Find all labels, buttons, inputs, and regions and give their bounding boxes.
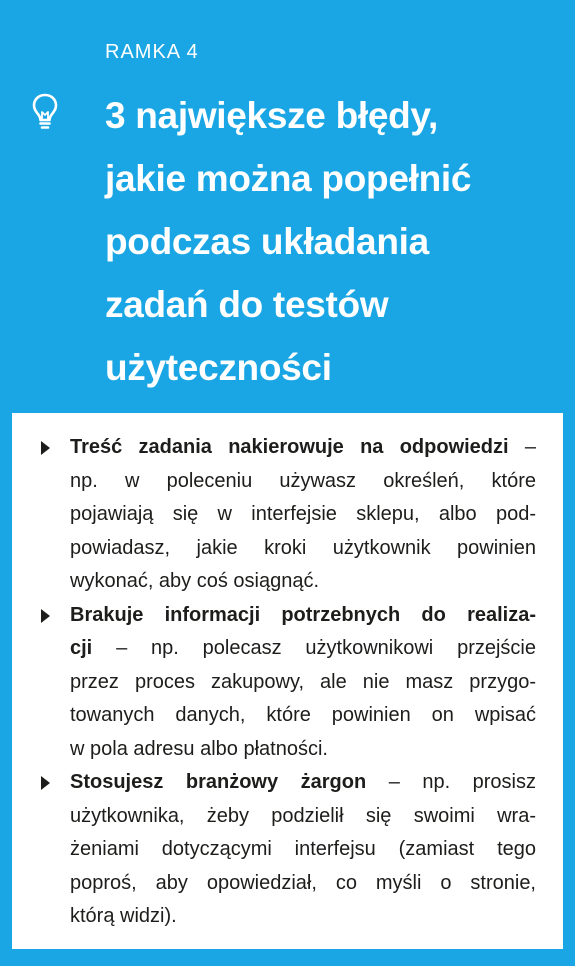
item-text: użytkownika, żeby podzielił się swoimi wra- bbox=[70, 804, 536, 827]
item-line bbox=[70, 498, 536, 532]
title-line: zadań do testów bbox=[105, 284, 389, 325]
item-text: towanych danych, które powinien on wpisać bbox=[70, 704, 536, 726]
item-line bbox=[70, 699, 536, 733]
title-line: podczas układania bbox=[105, 221, 429, 262]
item-text: poproś, aby opowiedział, co myśli o stronie, bbox=[70, 871, 536, 894]
item-text: np. w poleceniu używasz określeń, które bbox=[70, 469, 536, 492]
item-line bbox=[70, 666, 536, 700]
item-text: w pola adresu albo płatności. bbox=[70, 737, 328, 760]
item-line bbox=[70, 565, 536, 599]
list-item bbox=[12, 766, 563, 934]
box-title bbox=[105, 84, 565, 399]
item-line bbox=[70, 900, 536, 934]
item-text: – np. prosisz bbox=[366, 771, 537, 793]
item-line bbox=[70, 733, 536, 767]
item-text: wykonać, aby coś osiągnąć. bbox=[70, 570, 320, 592]
lightbulb-icon bbox=[30, 92, 60, 132]
item-text: pojawiają się w interfejsie sklepu, albo pod- bbox=[70, 503, 536, 525]
item-emphasis: Brakuje informacji potrzebnych do realiza- bbox=[70, 603, 536, 626]
item-text: żeniami dotyczącymi interfejsu (zamiast tego bbox=[70, 838, 536, 860]
item-line bbox=[70, 867, 536, 901]
item-text: powiadasz, jakie kroki użytkownik powinien bbox=[70, 536, 536, 559]
item-line bbox=[70, 465, 536, 499]
list-item bbox=[12, 599, 563, 767]
item-line bbox=[70, 532, 536, 566]
title-line: użyteczności bbox=[105, 347, 332, 388]
title-line: 3 największe błędy, bbox=[105, 95, 438, 136]
item-line bbox=[70, 766, 536, 800]
content-panel bbox=[12, 413, 563, 949]
item-emphasis: cji bbox=[70, 637, 93, 659]
bullet-triangle-icon bbox=[41, 776, 50, 790]
item-text: którą widzi). bbox=[70, 905, 177, 927]
item-emphasis: Treść zadania nakierowuje na odpowiedzi bbox=[70, 436, 509, 458]
item-line bbox=[70, 431, 536, 465]
item-line bbox=[70, 833, 536, 867]
kicker-label: RAMKA 4 bbox=[105, 41, 199, 63]
item-line bbox=[70, 599, 536, 633]
item-text: – np. polecasz użytkownikowi przejście bbox=[92, 637, 536, 659]
mistakes-list bbox=[12, 431, 563, 934]
bullet-triangle-icon bbox=[41, 441, 50, 455]
title-line: jakie można popełnić bbox=[105, 158, 472, 199]
item-emphasis: Stosujesz branżowy żargon bbox=[70, 771, 367, 793]
bullet-triangle-icon bbox=[41, 609, 50, 623]
item-text: przez proces zakupowy, ale nie masz przygo- bbox=[70, 670, 536, 693]
item-line bbox=[70, 632, 536, 666]
item-line bbox=[70, 800, 536, 834]
item-text: – bbox=[508, 436, 536, 458]
list-item bbox=[12, 431, 563, 599]
